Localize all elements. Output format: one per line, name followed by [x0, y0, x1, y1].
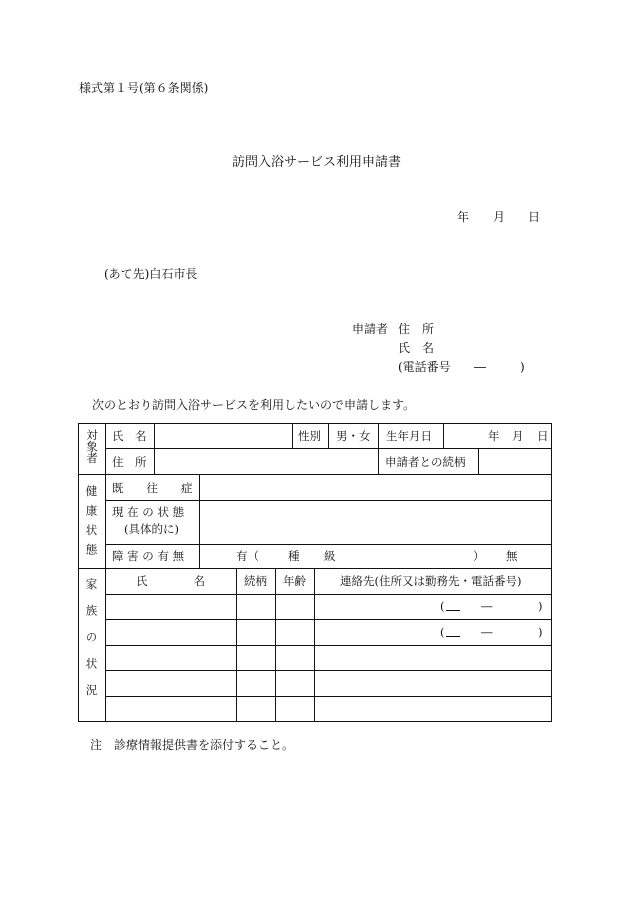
subject-sex-options: 男・女	[336, 429, 371, 443]
disability-yes: 有（	[236, 549, 259, 563]
subject-relation-label: 申請者との続柄	[385, 455, 466, 469]
family-row2-phone-blank	[446, 623, 460, 637]
intro-text: 次のとおり訪問入浴サービスを利用したいので申請します。	[92, 398, 416, 412]
family-row2-phone-dash: ―	[481, 625, 493, 639]
applicant-phone-dash: ―	[474, 360, 486, 374]
date-year: 年	[457, 210, 470, 224]
group-subject-text: 対象者	[85, 429, 99, 464]
document-title: 訪問入浴サービス利用申請書	[232, 155, 402, 170]
family-name-header: 氏 名	[136, 574, 205, 588]
applicant-label: 申請者	[352, 322, 389, 336]
subject-address-label: 住 所	[112, 455, 147, 469]
applicant-name-label: 氏 名	[398, 341, 435, 355]
family-age-header: 年齢	[283, 574, 306, 588]
subject-name-label: 氏 名	[112, 429, 147, 443]
family-row2-phone-open: (	[440, 625, 445, 639]
group-family-text: 家族の状況	[84, 578, 99, 711]
disability-close: ）	[473, 549, 485, 563]
table-grid	[78, 423, 552, 722]
family-row1-phone-dash: ―	[481, 599, 493, 613]
family-row1-phone-close: )	[538, 599, 543, 613]
family-relation-header: 続柄	[244, 574, 267, 588]
disability-grade: 級	[324, 549, 336, 563]
group-family-label	[85, 578, 99, 711]
disability-no: 無	[506, 549, 518, 563]
subject-birth-label: 生年月日	[386, 429, 432, 443]
applicant-phone-close: )	[520, 360, 525, 374]
application-table	[78, 423, 552, 722]
health-current-sub: (具体的に)	[124, 522, 179, 536]
health-current-label: 現 在 の 状 態	[112, 505, 185, 519]
disability-type: 種	[288, 549, 300, 563]
applicant-address-label: 住 所	[398, 322, 435, 336]
addressee: (あて先)白石市長	[104, 267, 198, 281]
health-history-label: 既 往 症	[112, 481, 193, 495]
subject-sex-label: 性別	[298, 429, 321, 443]
family-row1-phone-blank	[446, 597, 460, 611]
applicant-phone-open: (電話番号	[398, 360, 451, 374]
form-number: 様式第１号(第６条関係)	[79, 81, 209, 95]
group-health-text: 健康状態	[84, 485, 99, 563]
family-contact-header: 連絡先(住所又は勤務先・電話番号)	[340, 574, 522, 588]
group-health-label	[85, 485, 99, 563]
note-text: 注 診療情報提供書を添付すること。	[90, 738, 295, 752]
subject-birth-year: 年	[488, 429, 500, 443]
subject-birth-day: 日	[537, 429, 549, 443]
health-disability-label: 障 害 の 有 無	[112, 549, 185, 563]
group-subject-label	[85, 429, 99, 464]
date-day: 日	[528, 210, 541, 224]
family-row2-phone-close: )	[538, 625, 543, 639]
date-month: 月	[493, 210, 506, 224]
family-row1-phone-open: (	[440, 599, 445, 613]
subject-birth-month: 月	[512, 429, 524, 443]
